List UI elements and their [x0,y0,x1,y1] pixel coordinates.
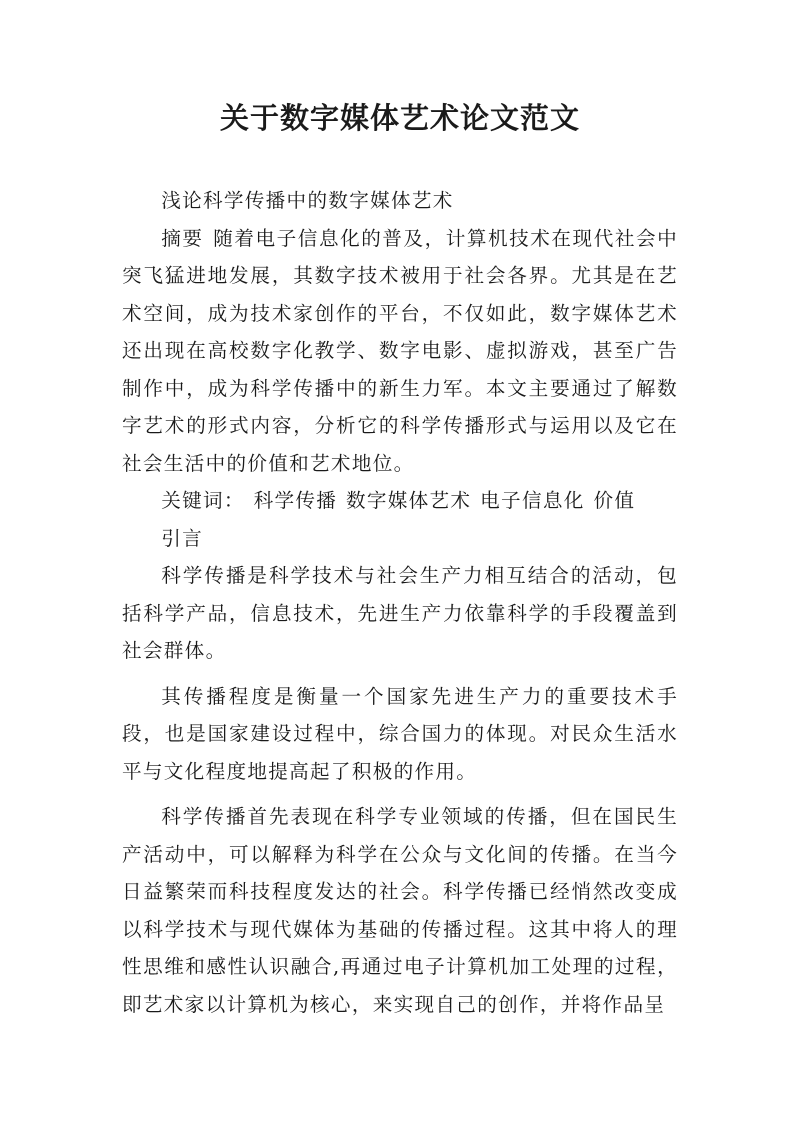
abstract-label: 摘要 [161,226,204,250]
document-body [122,182,678,1023]
keywords-label: 关键词： [161,489,245,512]
article-subtitle: 浅论科学传播中的数字媒体艺术 [161,189,454,212]
body-paragraph: 科学传播是科学技术与社会生产力相互结合的活动，包括科学产品，信息技术，先进生产力依靠科学的手段覆盖到社会群体。 [122,564,678,662]
keyword-term: 价值 [593,489,636,512]
section-heading-introduction: 引言 [161,526,203,550]
body-paragraph: 科学传播首先表现在科学专业领域的传播，但在国民生产活动中，可以解释为科学在公众与文化间的传播。在当今日益繁荣而科技程度发达的社会。科学传播已经悄然改变成以科学技术与现代媒体为基础的传播过程。这其中将人的理性思维和感性认识融合,再通过电子计算机加工处理的过程，即艺术家以计算机为核心，来实现自己的创作，并将作品呈 [122,805,678,1016]
keywords-line [122,482,678,520]
keyword-term: 数字媒体艺术 [345,489,472,512]
keyword-term: 科学传播 [253,489,338,512]
keyword-term: 电子信息化 [480,489,585,512]
body-paragraph: 其传播程度是衡量一个国家先进生产力的重要技术手段，也是国家建设过程中，综合国力的体现。对民众生活水平与文化程度地提高起了积极的作用。 [122,684,678,783]
page-title: 关于数字媒体艺术论文范文 [219,101,580,135]
abstract-text: 随着电子信息化的普及，计算机技术在现代社会中突飞猛进地发展，其数字技术被用于社会各界。尤其是在艺术空间，成为技术家创作的平台，不仅如此，数字媒体艺术还出现在高校数字化教学、数字电影、虚拟游戏，甚至广告制作中，成为科学传播中的新生力军。本文主要通过了解数字艺术的形式内容，分析它的科学传播形式与运用以及它在社会生活中的价值和艺术地位。 [122,226,678,475]
abstract-paragraph [122,220,678,483]
